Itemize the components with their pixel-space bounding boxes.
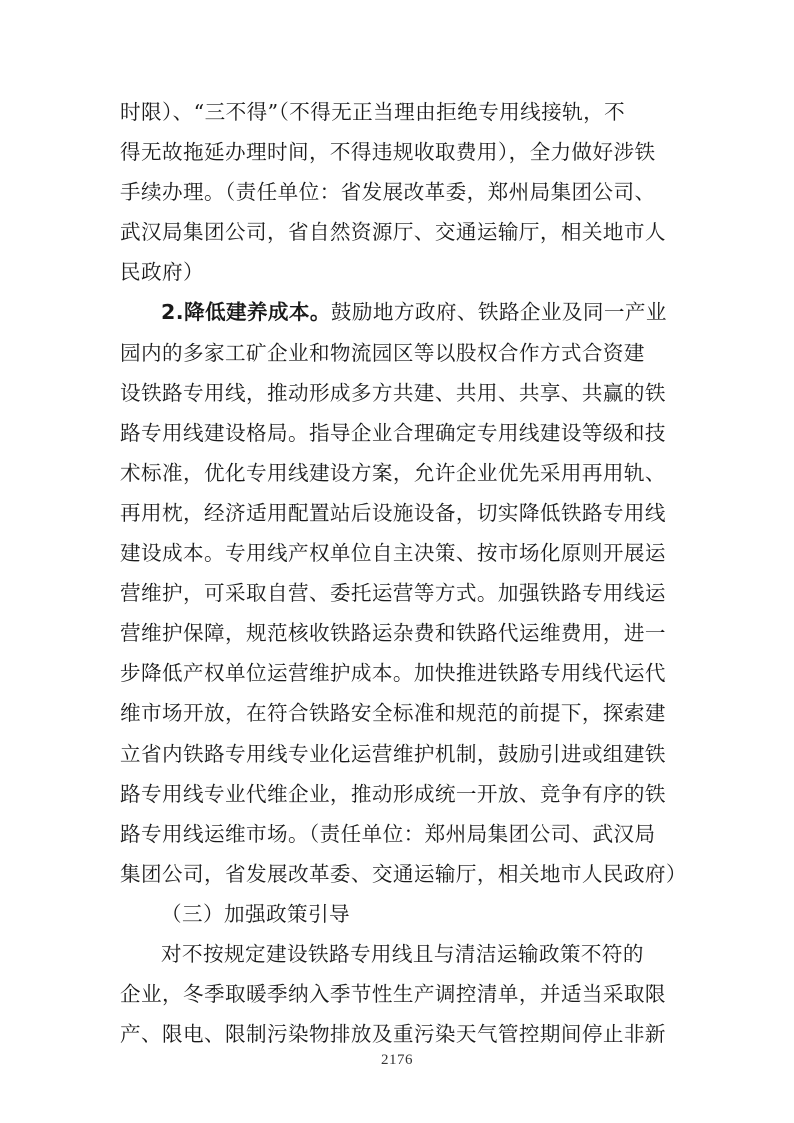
section-3-first-line xyxy=(120,934,680,974)
text-line: 武汉局集团公司，省自然资源厅、交通运输厅，相关地市人 xyxy=(120,220,666,245)
text-line: 建设成本。专用线产权单位自主决策、按市场化原则开展运 xyxy=(120,541,666,566)
section-3-heading: （三）加强政策引导 xyxy=(161,901,350,926)
text-line: 集团公司，省发展改革委、交通运输厅，相关地市人民政府） xyxy=(120,861,687,886)
section-2-heading: 2.降低建养成本。 xyxy=(161,300,331,325)
section-2-first-line xyxy=(120,292,680,332)
text-line: 民政府） xyxy=(120,260,204,285)
body-text xyxy=(120,92,687,1054)
text-line: 手续办理。（责任单位：省发展改革委，郑州局集团公司、 xyxy=(120,180,656,205)
text-line: 企业，冬季取暖季纳入季节性生产调控清单，并适当采取限 xyxy=(120,982,666,1007)
text-line: 得无故拖延办理时间，不得违规收取费用），全力做好涉铁 xyxy=(120,140,656,165)
text-line: 步降低产权单位运营维护成本。加快推进铁路专用线代运代 xyxy=(120,661,666,686)
text-line: 再用枕，经济适用配置站后设施设备，切实降低铁路专用线 xyxy=(120,500,666,525)
text-line: 立省内铁路专用线专业化运营维护机制，鼓励引进或组建铁 xyxy=(120,741,666,766)
text-line: 设铁路专用线，推动形成多方共建、共用、共享、共赢的铁 xyxy=(120,380,666,405)
text-line-rest: 鼓励地方政府、铁路企业及同一产业 xyxy=(330,300,667,325)
page-number: 2176 xyxy=(381,1052,413,1068)
text-line: 路专用线建设格局。指导企业合理确定专用线建设等级和技 xyxy=(120,420,666,445)
text-line: 维市场开放，在符合铁路安全标准和规范的前提下，探索建 xyxy=(120,701,666,726)
text-line: 术标准，优化专用线建设方案，允许企业优先采用再用轨、 xyxy=(120,460,666,485)
text-line-rest: 对不按规定建设铁路专用线且与清洁运输政策不符的 xyxy=(161,941,644,966)
text-line: 产、限电、限制污染物排放及重污染天气管控期间停止非新 xyxy=(120,1022,666,1047)
text-line: 时限）、“三不得”（不得无正当理由拒绝专用线接轨，不 xyxy=(120,100,626,124)
text-line: 园内的多家工矿企业和物流园区等以股权合作方式合资建 xyxy=(120,340,645,365)
text-line: 营维护保障，规范核收铁路运杂费和铁路代运维费用，进一 xyxy=(120,621,666,646)
text-line: 路专用线运维市场。（责任单位：郑州局集团公司、武汉局 xyxy=(120,821,656,846)
text-line: 路专用线专业代维企业，推动形成统一开放、竞争有序的铁 xyxy=(120,781,666,806)
text-line: 营维护，可采取自营、委托运营等方式。加强铁路专用线运 xyxy=(120,581,666,606)
section-3-heading-line xyxy=(120,894,680,934)
